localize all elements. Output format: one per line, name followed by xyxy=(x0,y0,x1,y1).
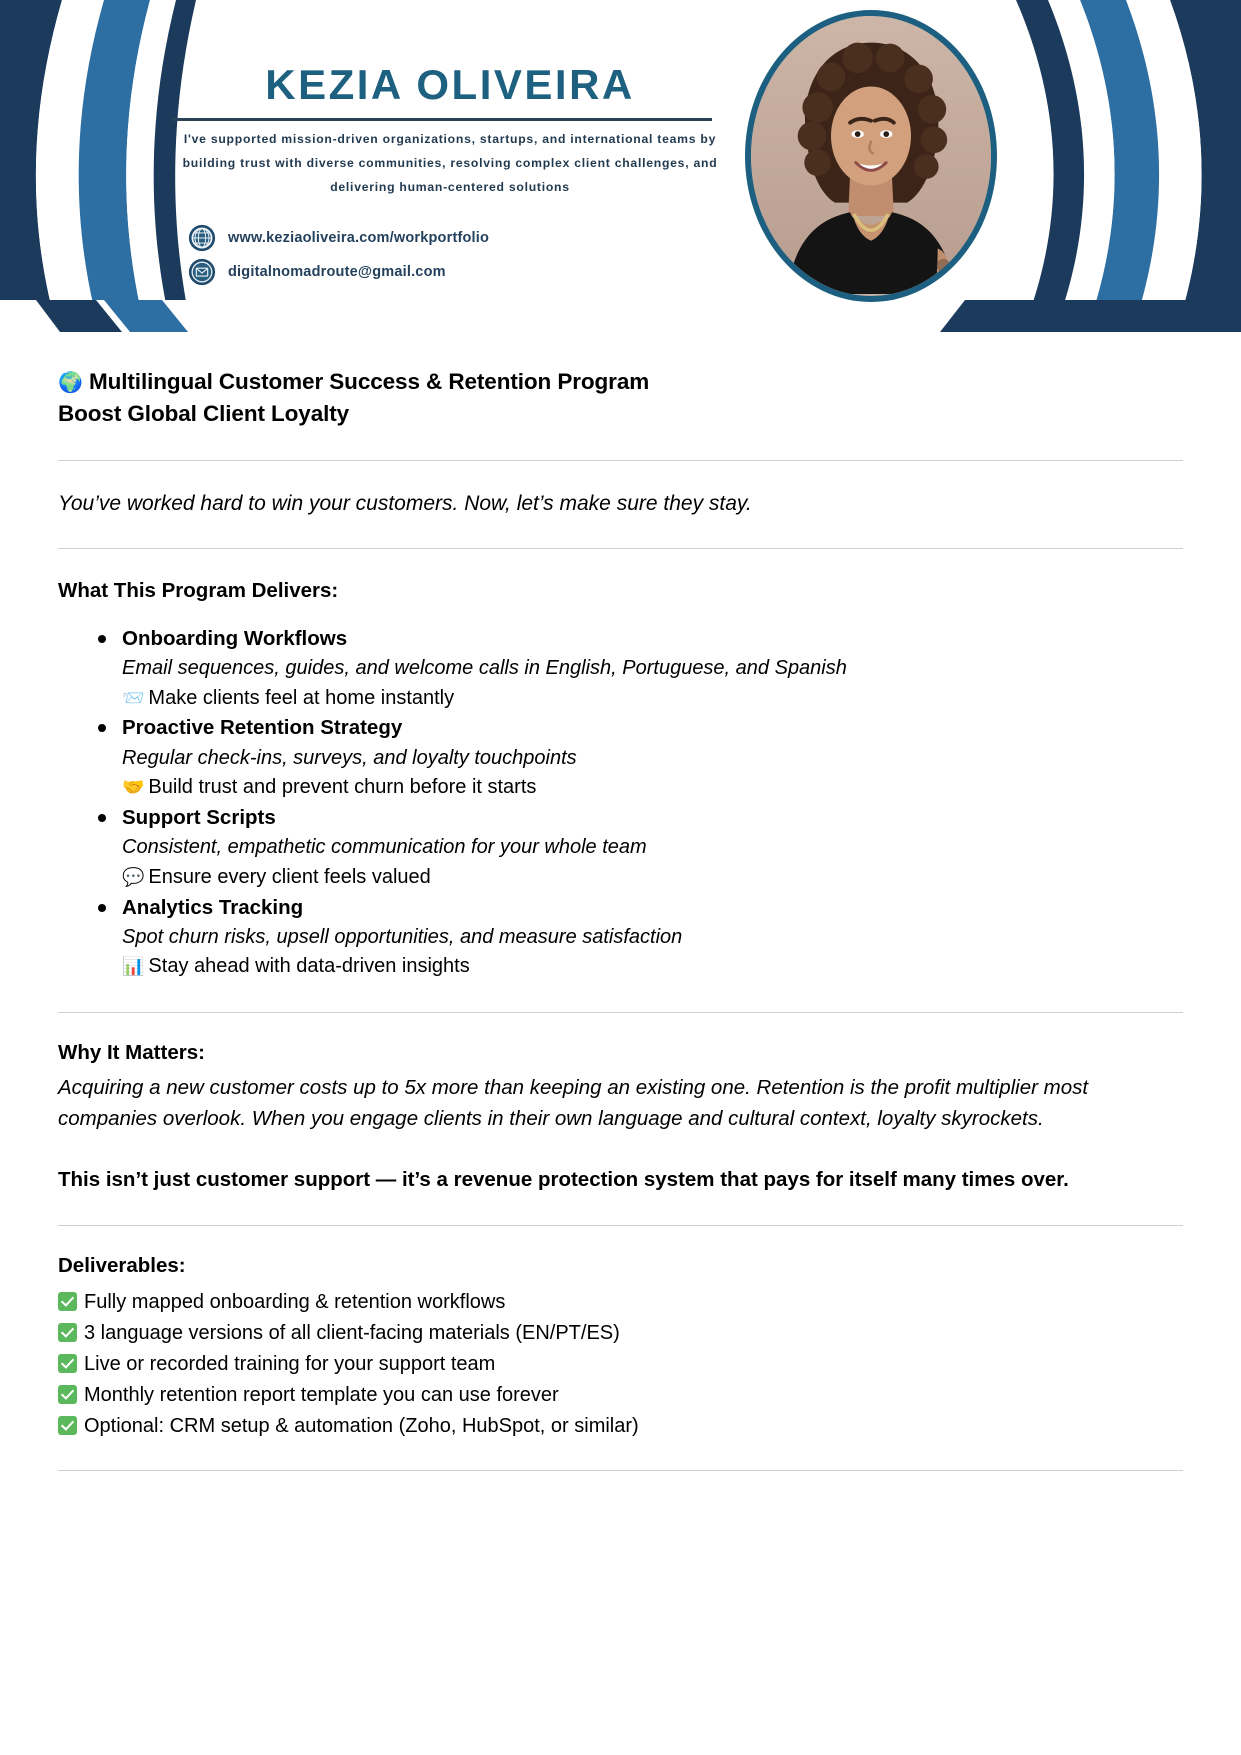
handshake-emoji-icon: 🤝 xyxy=(122,777,145,798)
item-note-text: Stay ahead with data-driven insights xyxy=(148,955,470,978)
document-body xyxy=(0,366,1241,1471)
closing-statement: This isn’t just customer support — it’s a revenue protection system that pays for itself many times over. xyxy=(58,1168,1069,1192)
item-description: Consistent, empathetic communication for your whole team xyxy=(122,836,647,859)
divider-4 xyxy=(58,1225,1183,1226)
contact-email-row[interactable] xyxy=(188,258,446,286)
contact-website-row[interactable] xyxy=(188,224,489,252)
list-item xyxy=(58,1287,1183,1318)
item-description: Regular check-ins, surveys, and loyalty touchpoints xyxy=(122,746,577,769)
list-item xyxy=(94,893,1183,983)
delivers-heading: What This Program Delivers: xyxy=(58,579,339,603)
deliverables-list xyxy=(58,1287,1183,1442)
globe-emoji-icon: 🌍 xyxy=(58,372,83,394)
item-description: Spot churn risks, upsell opportunities, and measure satisfaction xyxy=(122,925,683,948)
item-note-text: Make clients feel at home instantly xyxy=(148,686,455,709)
envelope-emoji-icon: 📨 xyxy=(122,687,145,708)
program-title xyxy=(58,366,1183,430)
item-note xyxy=(122,684,1183,714)
speech-balloon-emoji-icon: 💬 xyxy=(122,866,145,887)
globe-icon xyxy=(188,224,216,252)
why-heading: Why It Matters: xyxy=(58,1041,205,1065)
deliverable-text: Optional: CRM setup & automation (Zoho, HubSpot, or similar) xyxy=(84,1414,639,1437)
delivers-list xyxy=(58,624,1183,982)
check-icon xyxy=(58,1323,77,1342)
header-tagline: I've supported mission-driven organizations, startups, and international teams by building trust with diverse communities, resolving complex client challenges, and delivering human-centered solutions xyxy=(182,132,718,194)
email-text: digitalnomadroute@gmail.com xyxy=(228,264,446,280)
lede-text: You’ve worked hard to win your customers. Now, let’s make sure they stay. xyxy=(58,491,752,515)
item-note xyxy=(122,952,1183,982)
divider-5 xyxy=(58,1470,1183,1471)
title-divider xyxy=(172,118,712,121)
item-note-text: Ensure every client feels valued xyxy=(148,865,431,888)
item-note-text: Build trust and prevent churn before it starts xyxy=(148,776,537,799)
divider-3 xyxy=(58,1012,1183,1013)
deliverable-text: Live or recorded training for your support team xyxy=(84,1352,496,1375)
divider-1 xyxy=(58,460,1183,461)
item-note xyxy=(122,863,1183,893)
item-description: Email sequences, guides, and welcome calls in English, Portuguese, and Spanish xyxy=(122,657,847,680)
website-text: www.keziaoliveira.com/workportfolio xyxy=(228,230,490,246)
avatar xyxy=(745,10,997,302)
check-icon xyxy=(58,1385,77,1404)
page-title: KEZIA OLIVEIRA xyxy=(265,61,635,108)
list-item xyxy=(94,624,1183,714)
list-item xyxy=(94,713,1183,803)
check-icon xyxy=(58,1292,77,1311)
envelope-icon xyxy=(188,258,216,286)
list-item xyxy=(58,1318,1183,1349)
item-title: Onboarding Workflows xyxy=(122,626,348,650)
item-title: Analytics Tracking xyxy=(122,895,304,919)
check-icon xyxy=(58,1416,77,1435)
header-banner xyxy=(0,0,1241,332)
item-title: Proactive Retention Strategy xyxy=(122,716,403,740)
item-title: Support Scripts xyxy=(122,805,276,829)
deliverables-heading: Deliverables: xyxy=(58,1254,186,1278)
list-item xyxy=(58,1411,1183,1442)
list-item xyxy=(94,803,1183,893)
deliverable-text: Fully mapped onboarding & retention workflows xyxy=(84,1290,506,1313)
list-item xyxy=(58,1380,1183,1411)
program-title-line1: Multilingual Customer Success & Retention Program xyxy=(88,369,650,394)
bar-chart-emoji-icon: 📊 xyxy=(122,956,145,977)
divider-2 xyxy=(58,548,1183,549)
program-title-line2: Boost Global Client Loyalty xyxy=(58,400,350,426)
portrait-photo xyxy=(751,16,991,294)
deliverable-text: Monthly retention report template you can use forever xyxy=(84,1383,559,1406)
list-item xyxy=(58,1349,1183,1380)
deliverable-text: 3 language versions of all client-facing materials (EN/PT/ES) xyxy=(84,1321,620,1344)
why-body: Acquiring a new customer costs up to 5x more than keeping an existing one. Retention is the profit multiplier most companies overlook. When you engage clients in their own language and cultural context, loyalty skyrockets. xyxy=(58,1075,1089,1130)
item-note xyxy=(122,773,1183,803)
check-icon xyxy=(58,1354,77,1373)
